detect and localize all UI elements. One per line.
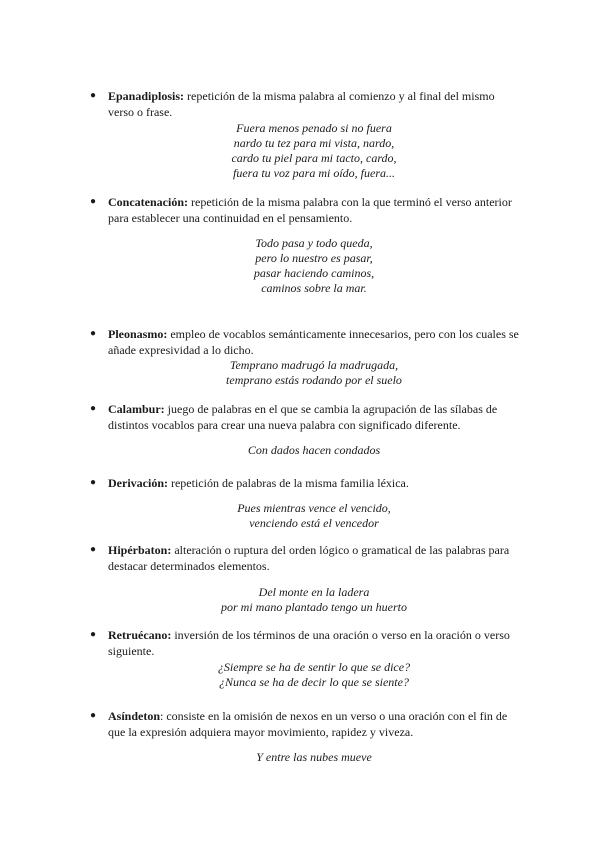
figure-definition-text: repetición de la misma palabra al comienzo y al final del mismo verso o frase. [108,89,495,119]
example-line: Del monte en la ladera [258,585,370,599]
example-line: caminos sobre la mar. [261,281,367,295]
figure-definition [108,542,520,574]
figure-example [108,501,520,531]
example-line: Con dados hacen condados [247,443,381,457]
figure-definition-text: repetición de palabras de la misma familia léxica. [167,476,409,490]
example-line: nardo tu tez para mi vista, nardo, [233,136,395,150]
bullet-icon: ● [90,477,97,488]
figure-definition-text: juego de palabras en el que se cambia la agrupación de las sílabas de distintos vocablos para crear una nueva palabra con significado diferente. [108,402,498,432]
figure-definition [108,475,520,491]
figure-example [108,236,520,296]
figure-example [108,585,520,615]
figure-definition [108,88,520,120]
bullet-icon: ● [90,710,97,721]
figure-example [108,660,520,690]
example-line: pasar haciendo caminos, [253,266,375,280]
example-line: ¿Siempre se ha de sentir lo que se dice? [217,660,411,674]
figure-definition-text: alteración o ruptura del orden lógico o gramatical de las palabras para destacar determinados elementos. [108,543,510,573]
example-line: Fuera menos penado si no fuera [236,121,392,135]
example-line: Todo pasa y todo queda, [255,236,373,250]
example-line: pero lo nuestro es pasar, [255,251,373,265]
figure-definition [108,326,520,358]
figure-term: Epanadiplosis: [108,89,185,103]
example-line: venciendo está el vencedor [249,516,379,530]
figure-definition-text: inversión de los términos de una oración o verso en la oración o verso siguiente. [108,628,510,658]
figure-term: Calambur: [108,402,165,416]
bullet-icon: ● [90,328,97,339]
bullet-icon: ● [90,196,97,207]
example-line: Pues mientras vence el vencido, [237,501,391,515]
figure-term: Concatenación: [108,195,188,209]
figure-definition [108,194,520,226]
figure-term: Asíndeton [108,709,161,723]
example-line: temprano estás rodando por el suelo [226,373,402,387]
bullet-icon: ● [90,629,97,640]
example-line: Temprano madrugó la madrugada, [229,358,399,372]
figure-example [108,750,520,765]
figure-term: Derivación: [108,476,168,490]
figure-definition-text: repetición de la misma palabra con la que terminó el verso anterior para establecer una continuidad en el pensamiento. [108,195,512,225]
example-line: ¿Nunca se ha de decir lo que se siente? [219,675,409,689]
figure-example [108,443,520,458]
bullet-icon: ● [90,403,97,414]
example-line: cardo tu piel para mi tacto, cardo, [231,151,397,165]
example-line: por mi mano plantado tengo un huerto [221,600,407,614]
bullet-icon: ● [90,90,97,101]
figure-term: Pleonasmo: [108,327,168,341]
figure-example [108,358,520,388]
figure-example [108,121,520,181]
example-line: Y entre las nubes mueve [256,750,372,764]
figure-definition [108,401,520,433]
figure-term: Retruécano: [108,628,172,642]
bullet-icon: ● [90,544,97,555]
example-line: fuera tu voz para mi oído, fuera... [233,166,395,180]
figure-definition [108,708,520,740]
figure-definition [108,627,520,659]
figure-term: Hipérbaton: [108,543,172,557]
figure-definition-text: empleo de vocablos semánticamente innecesarios, pero con los cuales se añade expresividad a lo dicho. [108,327,519,357]
figure-definition-text: : consiste en la omisión de nexos en un verso o una oración con el fin de que la expresión adquiera mayor movimiento, rapidez y viveza. [108,709,508,739]
